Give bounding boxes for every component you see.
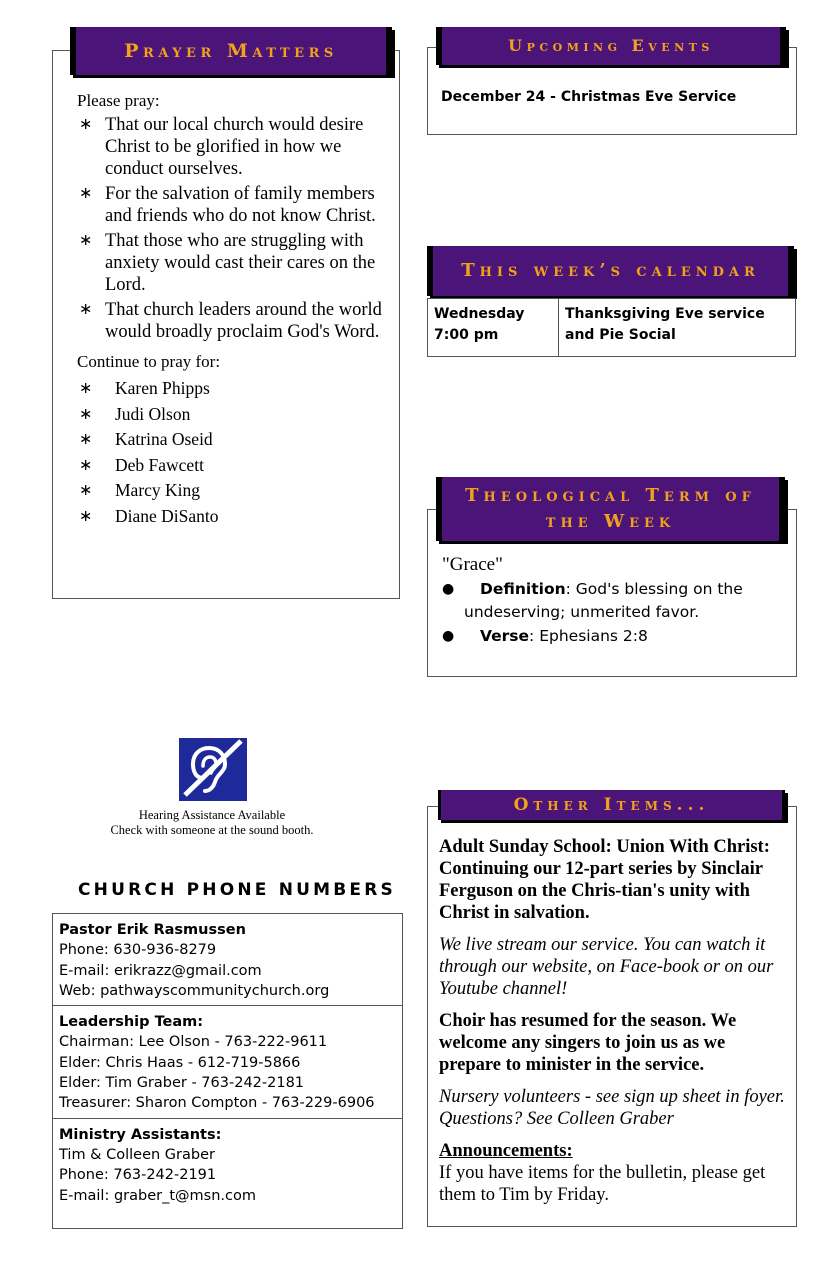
prayer-name [77, 427, 387, 453]
continue-to-pray-label: Continue to pray for: [77, 352, 221, 371]
prayer-name [77, 402, 387, 428]
theological-term-banner [436, 477, 785, 541]
calendar-time: 7:00 pm [434, 327, 499, 343]
prayer-item [77, 230, 387, 296]
announcements-heading: Announcements: [439, 1141, 573, 1161]
prayer-name-text: Marcy King [115, 480, 201, 500]
ministry-line: Tim & Colleen Graber [59, 1146, 215, 1163]
asterisk-icon: ∗ [79, 232, 93, 249]
prayer-name [77, 478, 387, 504]
definition-item [442, 578, 787, 624]
calendar-when [428, 299, 559, 356]
calendar-table [427, 298, 796, 357]
other-items-banner: Other Items... [438, 790, 785, 820]
prayer-name [77, 453, 387, 479]
asterisk-icon: ∗ [79, 405, 93, 423]
prayer-item [77, 299, 387, 343]
ministry-line: E-mail: graber_t@msn.com [59, 1187, 256, 1204]
pastor-web: Web: pathwayscommunitychurch.org [59, 982, 330, 999]
leadership-head: Leadership Team: [59, 1014, 204, 1031]
pastor-section [53, 914, 402, 1005]
hearing-assistance-icon [179, 738, 247, 801]
upcoming-events-banner: Upcoming Events [436, 27, 786, 65]
announcements [439, 1140, 785, 1206]
leadership-section [53, 1005, 402, 1117]
prayer-content [77, 90, 387, 529]
asterisk-icon: ∗ [79, 301, 93, 318]
definition-label: Definition [480, 580, 566, 598]
hearing-line-2: Check with someone at the sound booth. [110, 823, 314, 837]
theological-term: "Grace" [442, 554, 503, 575]
prayer-item [77, 183, 387, 227]
sunday-school-text: Adult Sunday School: Union With Christ: Continuing our 12-part series by Sinclair Ferguson on the Chris-tian's unity with Christ in salvation. [439, 837, 770, 923]
choir-text: Choir has resumed for the season. We welcome any singers to join us as we prepare to minister in the service. [439, 1011, 737, 1075]
leadership-line: Elder: Tim Graber - 763-242-2181 [59, 1075, 305, 1092]
bullet-icon: ● [442, 628, 455, 644]
verse-item [442, 625, 787, 648]
prayer-name-text: Judi Olson [115, 403, 191, 424]
ministry-head: Ministry Assistants: [59, 1126, 222, 1143]
asterisk-icon: ∗ [79, 185, 93, 202]
hearing-assistance-text [52, 808, 372, 838]
prayer-name [77, 504, 387, 530]
ministry-section [53, 1118, 402, 1210]
leadership-line: Chairman: Lee Olson - 763-222-9611 [59, 1034, 328, 1051]
prayer-item-text: That our local church would desire Christ to be glorified in how we conduct ourselves. [105, 115, 364, 179]
asterisk-icon: ∗ [79, 482, 93, 499]
prayer-matters-banner: Prayer Matters [70, 27, 392, 75]
pastor-phone: Phone: 630-936-8279 [59, 942, 217, 959]
prayer-item [77, 114, 387, 180]
leadership-line: Elder: Chris Haas - 612-719-5866 [59, 1054, 301, 1071]
pastor-email: E-mail: erikrazz@gmail.com [59, 962, 262, 979]
verse-label: Verse [480, 627, 530, 645]
other-items-content [439, 836, 785, 1206]
asterisk-icon: ∗ [79, 380, 93, 397]
prayer-name [77, 376, 387, 402]
phone-numbers-title: CHURCH PHONE NUMBERS [78, 880, 396, 900]
prayer-item-text: That church leaders around the world would broadly proclaim God's Word. [105, 300, 382, 342]
ministry-line: Phone: 763-242-2191 [59, 1167, 217, 1184]
prayer-name-text: Diane DiSanto [115, 505, 219, 526]
prayer-intro: Please pray: [77, 91, 160, 110]
asterisk-icon: ∗ [79, 431, 93, 448]
calendar-day: Wednesday [434, 306, 525, 322]
nursery-text: Nursery volunteers - see sign up sheet in foyer. Questions? See Colleen Graber [439, 1087, 785, 1129]
announcements-text: If you have items for the bulletin, please get them to Tim by Friday. [439, 1163, 766, 1205]
prayer-name-text: Deb Fawcett [115, 454, 204, 475]
asterisk-icon: ∗ [79, 507, 93, 525]
theological-title-line2: the Week [545, 511, 676, 532]
hearing-line-1: Hearing Assistance Available [138, 808, 286, 822]
prayer-item-text: That those who are struggling with anxiety would cast their cares on the Lord. [105, 231, 376, 295]
upcoming-event-text: December 24 - Christmas Eve Service [441, 89, 737, 105]
theological-title-line1: Theological Term of [465, 485, 756, 506]
livestream-text: We live stream our service. You can watch it through our website, on Face-book or on our Youtube channel! [439, 935, 774, 999]
pastor-name: Pastor Erik Rasmussen [59, 922, 246, 938]
bullet-icon: ● [442, 581, 455, 597]
calendar-event: Thanksgiving Eve service and Pie Social [565, 306, 765, 343]
asterisk-icon: ∗ [79, 456, 93, 474]
prayer-name-text: Katrina Oseid [115, 429, 213, 449]
prayer-name-text: Karen Phipps [115, 378, 210, 398]
verse-text: : Ephesians 2:8 [529, 627, 648, 645]
theological-content [442, 553, 787, 648]
calendar-banner: This week’s calendar [427, 246, 794, 296]
leadership-line: Treasurer: Sharon Compton - 763-229-6906 [59, 1095, 375, 1112]
phone-numbers-box [52, 913, 403, 1229]
definition-text: : God's blessing on the undeserving; unmerited favor. [464, 580, 743, 621]
asterisk-icon: ∗ [79, 116, 93, 133]
prayer-item-text: For the salvation of family members and friends who do not know Christ. [105, 184, 376, 226]
